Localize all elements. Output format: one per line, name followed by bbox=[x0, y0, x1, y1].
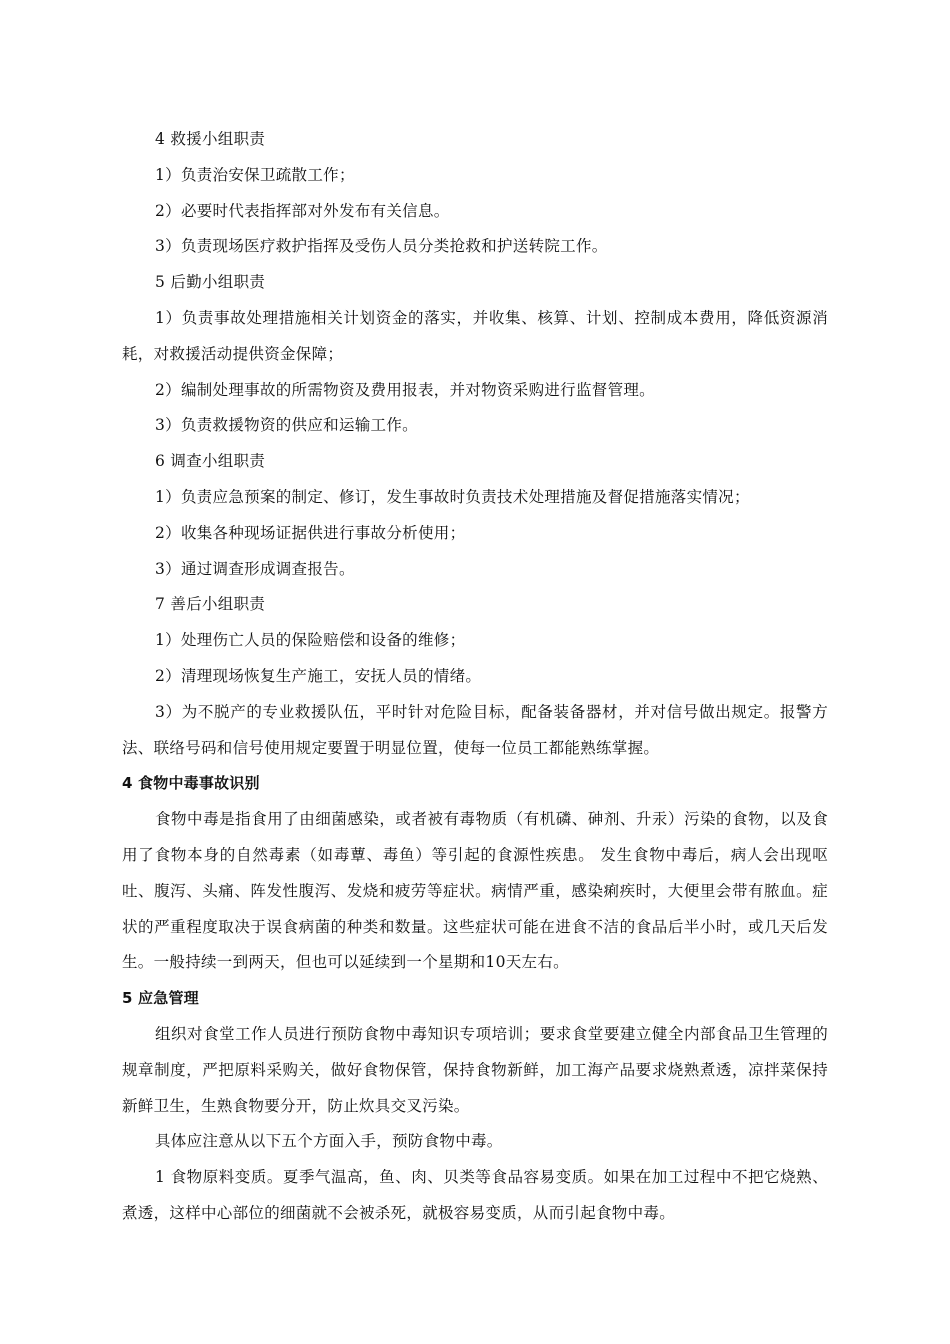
paragraph: 3）通过调查形成调查报告。 bbox=[155, 559, 355, 578]
section-title-investigation-team: 6 调查小组职责 bbox=[155, 452, 266, 471]
paragraph: 2）清理现场恢复生产施工，安抚人员的情绪。 bbox=[155, 666, 482, 685]
paragraph: 1）负责事故处理措施相关计划资金的落实，并收集、核算、计划、控制成本费用，降低资源消耗，对救援活动提供资金保障； bbox=[122, 308, 828, 363]
section-title-logistics-team: 5 后勤小组职责 bbox=[155, 273, 266, 292]
paragraph: 2）收集各种现场证据供进行事故分析使用； bbox=[155, 523, 466, 542]
heading-food-poisoning-identification: 4 食物中毒事故识别 bbox=[122, 774, 260, 793]
paragraph: 具体应注意从以下五个方面入手，预防食物中毒。 bbox=[155, 1132, 503, 1151]
document-body bbox=[122, 122, 828, 1232]
heading-emergency-management: 5 应急管理 bbox=[122, 989, 199, 1008]
paragraph: 1 食物原料变质。夏季气温高，鱼、肉、贝类等食品容易变质。如果在加工过程中不把它烧熟、煮透，这样中心部位的细菌就不会被杀死，就极容易变质，从而引起食物中毒。 bbox=[122, 1168, 828, 1222]
paragraph: 2）必要时代表指挥部对外发布有关信息。 bbox=[155, 201, 450, 220]
paragraph: 食物中毒是指食用了由细菌感染，或者被有毒物质（有机磷、砷剂、升汞）污染的食物，以及食用了食物本身的自然毒素（如毒蕈、毒鱼）等引起的食源性疾患。 发生食物中毒后，病人会出现呕吐、腹泻、头痛、阵发性腹泻、发烧和疲劳等症状。病情严重，感染痢疾时，大便里会带有脓血。症状的严重程度取决于误食病菌的种类和数量。这些症状可能在进食不洁的食品后半小时，或几天后发生。一般持续一到两天，但也可以延续到一个星期和10天左右。 bbox=[122, 810, 828, 972]
paragraph: 3）负责现场医疗救护指挥及受伤人员分类抢救和护送转院工作。 bbox=[155, 237, 608, 256]
section-title-aftermath-team: 7 善后小组职责 bbox=[155, 595, 266, 614]
paragraph: 1）负责治安保卫疏散工作； bbox=[155, 165, 355, 184]
section-title-rescue-team: 4 救援小组职责 bbox=[155, 130, 266, 148]
paragraph: 3）负责救援物资的供应和运输工作。 bbox=[155, 416, 418, 435]
paragraph: 2）编制处理事故的所需物资及费用报表，并对物资采购进行监督管理。 bbox=[155, 380, 655, 399]
paragraph: 3）为不脱产的专业救援队伍，平时针对危险目标，配备装备器材，并对信号做出规定。报警方法、联络号码和信号使用规定要置于明显位置，使每一位员工都能熟练掌握。 bbox=[122, 702, 828, 757]
paragraph: 1）负责应急预案的制定、修订，发生事故时负责技术处理措施及督促措施落实情况； bbox=[155, 487, 750, 506]
paragraph: 组织对食堂工作人员进行预防食物中毒知识专项培训；要求食堂要建立健全内部食品卫生管理的规章制度，严把原料采购关，做好食物保管，保持食物新鲜，加工海产品要求烧熟煮透，凉拌菜保持新鲜卫生，生熟食物要分开，防止炊具交叉污染。 bbox=[122, 1024, 828, 1115]
paragraph: 1）处理伤亡人员的保险赔偿和设备的维修； bbox=[155, 631, 466, 650]
